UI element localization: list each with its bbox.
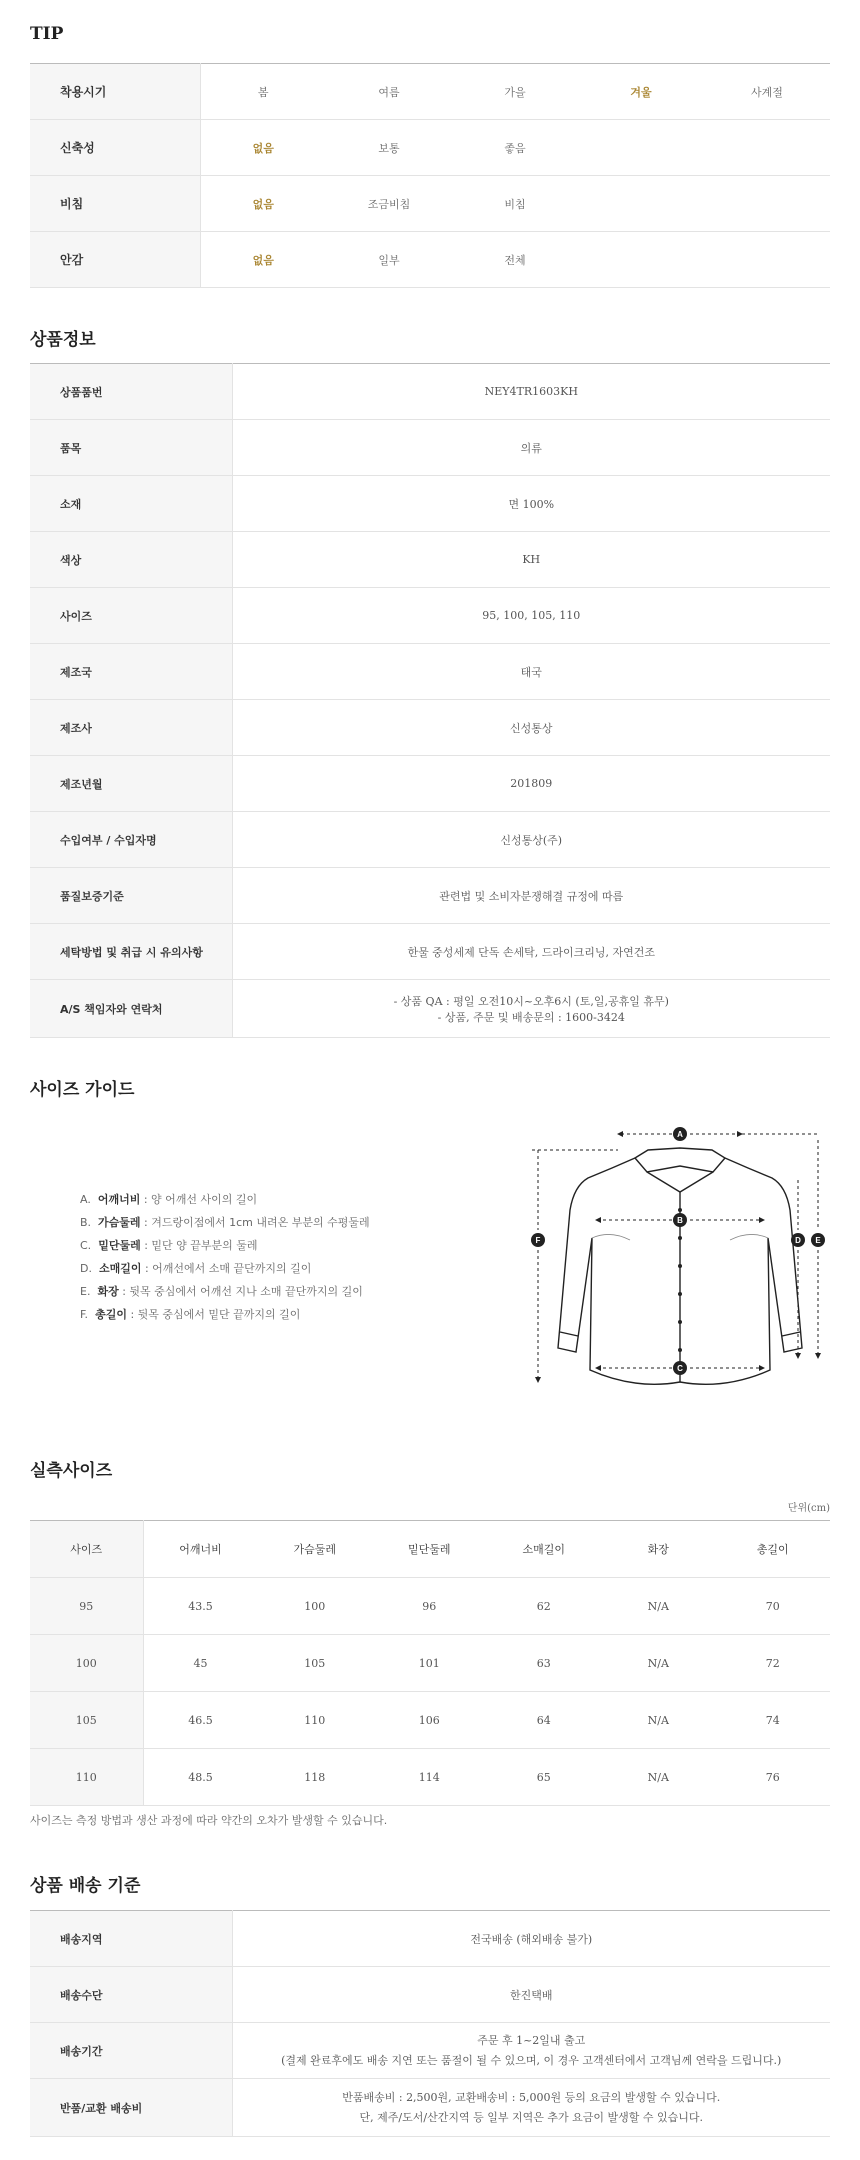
delivery-value: 주문 후 1~2일내 출고 (결제 완료후에도 배송 지연 또는 품절이 될 수 있으며, 이 경우 고객센터에서 고객님께 연락을 드립니다.) — [232, 2023, 830, 2079]
info-value: NEY4TR1603KH — [232, 364, 830, 420]
tip-option: 전체 — [452, 232, 578, 288]
info-label: 제조사 — [30, 700, 232, 756]
tip-label: 비침 — [30, 176, 200, 232]
size-cell: 105 — [258, 1635, 373, 1692]
info-label: 제조국 — [30, 644, 232, 700]
info-value: 관련법 및 소비자분쟁해결 규정에 따름 — [232, 868, 830, 924]
size-cell: 95 — [30, 1578, 143, 1635]
size-cell: 105 — [30, 1692, 143, 1749]
info-value: 면 100% — [232, 476, 830, 532]
marker-c: C — [677, 1364, 683, 1373]
size-header-row — [30, 1521, 830, 1578]
tip-label: 안감 — [30, 232, 200, 288]
info-label: 수입여부 / 수입자명 — [30, 812, 232, 868]
size-cell: 101 — [372, 1635, 487, 1692]
delivery-title: 상품 배송 기준 — [30, 1876, 141, 1896]
tip-option: 좋음 — [452, 120, 578, 176]
size-cell: 96 — [372, 1578, 487, 1635]
guide-item: E. 화장 : 뒷목 중심에서 어깨선 지나 소매 끝단까지의 길이 — [80, 1285, 363, 1298]
size-cell: 100 — [30, 1635, 143, 1692]
tip-label: 착용시기 — [30, 64, 200, 120]
info-row — [30, 644, 830, 700]
size-cell: 48.5 — [143, 1749, 258, 1806]
tip-option-active: 없음 — [200, 232, 326, 288]
marker-b: B — [677, 1216, 683, 1225]
size-header: 어깨너비 — [143, 1521, 258, 1578]
delivery-value: 반품배송비 : 2,500원, 교환배송비 : 5,000원 등의 요금의 발생할 수 있습니다. 단, 제주/도서/산간지역 등 일부 지역은 추가 요금이 발생할 수 있습니다. — [232, 2079, 830, 2137]
as-line-2: - 상품, 주문 및 배송문의 : 1600-3424 — [437, 1010, 625, 1024]
info-label: 품목 — [30, 420, 232, 476]
info-value: 태국 — [232, 644, 830, 700]
marker-e: E — [815, 1236, 821, 1245]
size-header: 총길이 — [716, 1521, 831, 1578]
delivery-label: 배송지역 — [30, 1911, 232, 1967]
info-row — [30, 868, 830, 924]
info-row — [30, 924, 830, 980]
info-row — [30, 364, 830, 420]
guide-item: A. 어깨너비 : 양 어깨선 사이의 길이 — [80, 1193, 258, 1206]
guide-item: B. 가슴둘레 : 겨드랑이점에서 1cm 내려온 부분의 수평둘레 — [80, 1216, 370, 1229]
info-label: 품질보증기준 — [30, 868, 232, 924]
delivery-value: 전국배송 (해외배송 불가) — [232, 1911, 830, 1967]
size-guide-list — [80, 1188, 370, 1326]
marker-a: A — [677, 1130, 683, 1139]
size-cell: 118 — [258, 1749, 373, 1806]
info-label: 사이즈 — [30, 588, 232, 644]
size-header: 사이즈 — [30, 1521, 143, 1578]
delivery-row — [30, 2079, 830, 2137]
tip-row — [30, 232, 830, 288]
size-table — [30, 1520, 830, 1806]
size-cell: N/A — [601, 1749, 716, 1806]
delivery-row — [30, 1911, 830, 1967]
tip-row — [30, 120, 830, 176]
info-label: 제조년월 — [30, 756, 232, 812]
info-value: 신성통상(주) — [232, 812, 830, 868]
info-label: 색상 — [30, 532, 232, 588]
size-cell: 74 — [716, 1692, 831, 1749]
tip-title: TIP — [30, 24, 64, 44]
info-value: 신성통상 — [232, 700, 830, 756]
size-cell: 76 — [716, 1749, 831, 1806]
info-row — [30, 420, 830, 476]
tip-row — [30, 64, 830, 120]
product-info-table — [30, 363, 830, 1038]
delivery-table — [30, 1910, 830, 2137]
tip-option: 봄 — [200, 64, 326, 120]
size-cell: 64 — [487, 1692, 602, 1749]
tip-option: 사계절 — [704, 64, 830, 120]
info-value: 한물 중성세제 단독 손세탁, 드라이크리닝, 자연건조 — [232, 924, 830, 980]
size-cell: 72 — [716, 1635, 831, 1692]
info-label: 세탁방법 및 취급 시 유의사항 — [30, 924, 232, 980]
info-value: 의류 — [232, 420, 830, 476]
size-row — [30, 1749, 830, 1806]
info-value — [232, 980, 830, 1038]
size-cell: 110 — [30, 1749, 143, 1806]
tip-option: 가을 — [452, 64, 578, 120]
tip-table — [30, 63, 830, 288]
size-cell: 65 — [487, 1749, 602, 1806]
size-row — [30, 1578, 830, 1635]
info-label: A/S 책임자와 연락처 — [30, 980, 232, 1038]
delivery-row — [30, 2023, 830, 2079]
size-cell: N/A — [601, 1578, 716, 1635]
size-header: 밑단둘레 — [372, 1521, 487, 1578]
tip-row — [30, 176, 830, 232]
size-note: 사이즈는 측정 방법과 생산 과정에 따라 약간의 오차가 발생할 수 있습니다. — [30, 1814, 388, 1827]
info-row — [30, 476, 830, 532]
size-row — [30, 1692, 830, 1749]
size-cell: 110 — [258, 1692, 373, 1749]
delivery-label: 배송수단 — [30, 1967, 232, 2023]
info-label: 소재 — [30, 476, 232, 532]
size-cell: 106 — [372, 1692, 487, 1749]
size-cell: 70 — [716, 1578, 831, 1635]
marker-f: F — [535, 1236, 541, 1245]
info-value: KH — [232, 532, 830, 588]
guide-item: F. 총길이 : 뒷목 중심에서 밑단 끝까지의 길이 — [80, 1308, 301, 1321]
size-header: 소매길이 — [487, 1521, 602, 1578]
size-cell: 100 — [258, 1578, 373, 1635]
tip-option-active: 없음 — [200, 120, 326, 176]
size-cell: N/A — [601, 1635, 716, 1692]
size-header: 가슴둘레 — [258, 1521, 373, 1578]
tip-option: 조금비침 — [326, 176, 452, 232]
tip-option-active: 겨울 — [578, 64, 704, 120]
product-info-title: 상품정보 — [30, 330, 96, 350]
info-row — [30, 588, 830, 644]
delivery-value: 한진택배 — [232, 1967, 830, 2023]
size-cell: 46.5 — [143, 1692, 258, 1749]
size-cell: 63 — [487, 1635, 602, 1692]
info-value: 95, 100, 105, 110 — [232, 588, 830, 644]
tip-option: 보통 — [326, 120, 452, 176]
info-row — [30, 756, 830, 812]
size-cell: 45 — [143, 1635, 258, 1692]
measured-size-title: 실측사이즈 — [30, 1461, 113, 1481]
as-line-1: - 상품 QA : 평일 오전10시~오후6시 (토,일,공휴일 휴무) — [393, 994, 669, 1008]
size-cell: 43.5 — [143, 1578, 258, 1635]
delivery-label: 반품/교환 배송비 — [30, 2079, 232, 2137]
info-row — [30, 532, 830, 588]
tip-option: 여름 — [326, 64, 452, 120]
size-guide-title: 사이즈 가이드 — [30, 1080, 135, 1100]
info-row — [30, 700, 830, 756]
info-row — [30, 980, 830, 1038]
shirt-diagram — [530, 1120, 830, 1405]
tip-option-active: 없음 — [200, 176, 326, 232]
size-row — [30, 1635, 830, 1692]
guide-item: D. 소매길이 : 어깨선에서 소매 끝단까지의 길이 — [80, 1262, 312, 1275]
guide-item: C. 밑단둘레 : 밑단 양 끝부분의 둘레 — [80, 1239, 258, 1252]
delivery-row — [30, 1967, 830, 2023]
size-header: 화장 — [601, 1521, 716, 1578]
info-label: 상품품번 — [30, 364, 232, 420]
tip-label: 신축성 — [30, 120, 200, 176]
tip-option: 일부 — [326, 232, 452, 288]
tip-option: 비침 — [452, 176, 578, 232]
delivery-label: 배송기간 — [30, 2023, 232, 2079]
marker-d: D — [795, 1236, 801, 1245]
size-cell: N/A — [601, 1692, 716, 1749]
info-value: 201809 — [232, 756, 830, 812]
unit-label: 단위(cm) — [787, 1503, 830, 1514]
size-cell: 114 — [372, 1749, 487, 1806]
size-cell: 62 — [487, 1578, 602, 1635]
info-row — [30, 812, 830, 868]
